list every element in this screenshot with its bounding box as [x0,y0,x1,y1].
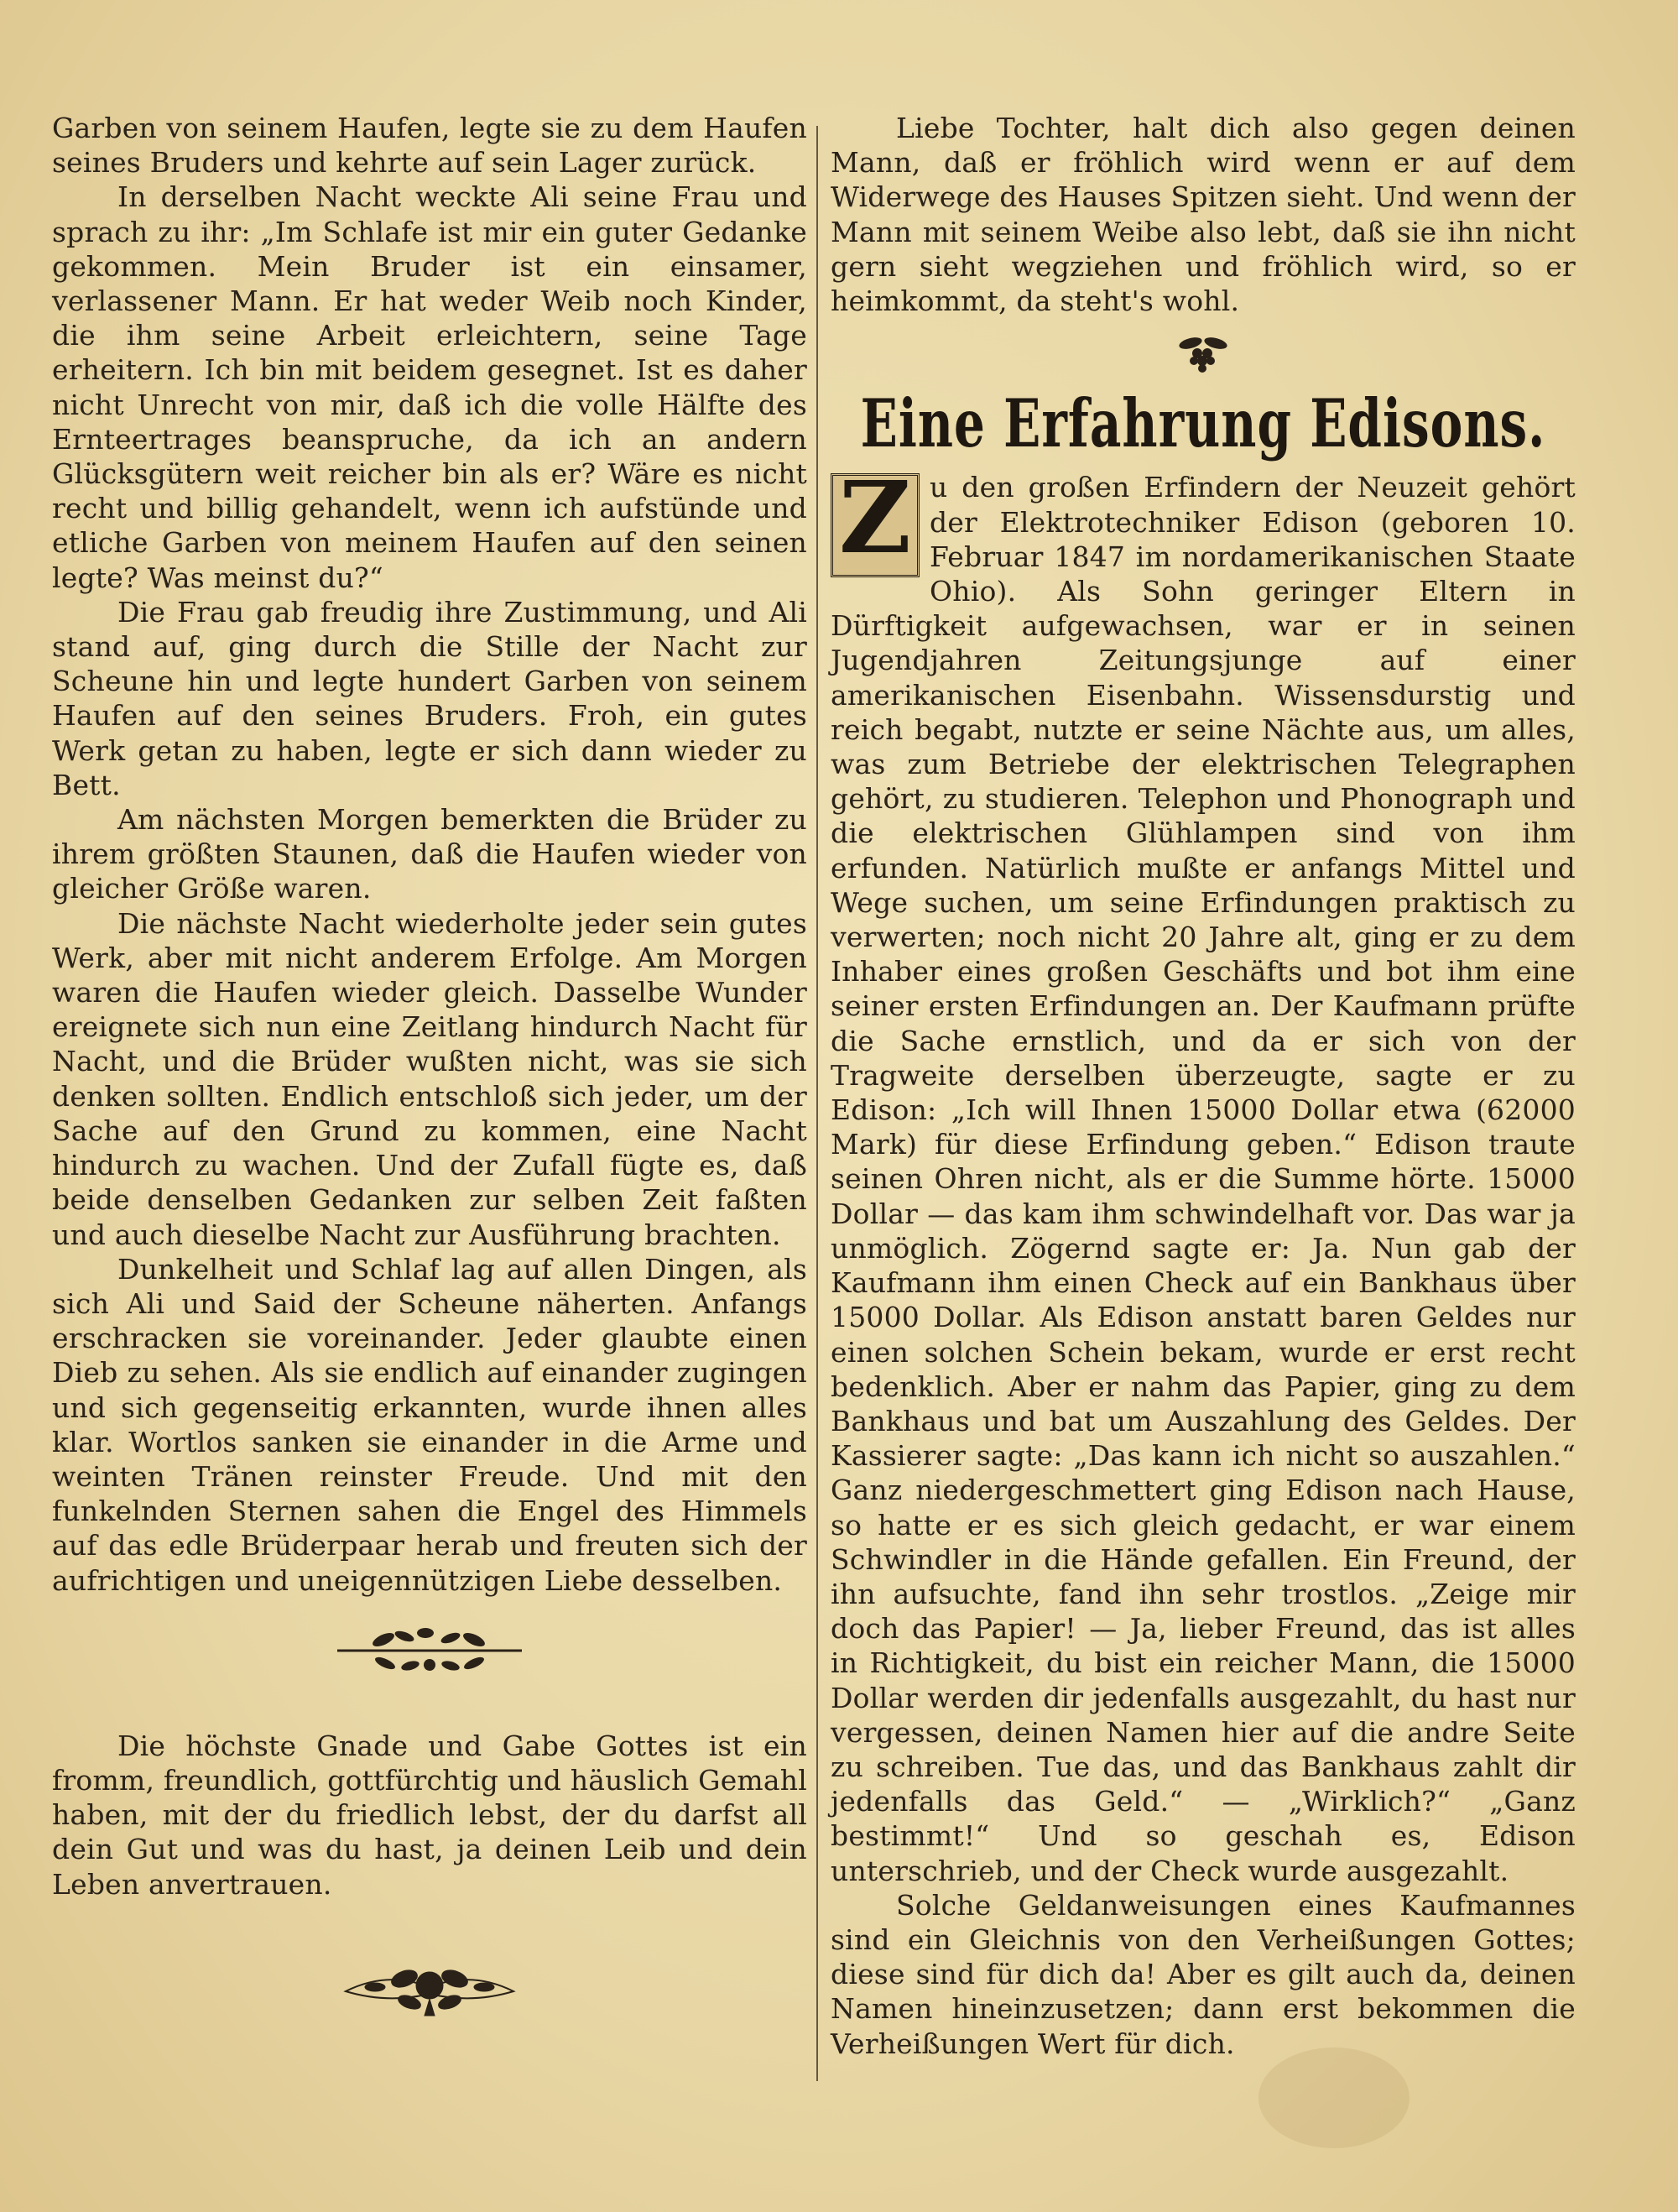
paragraph: Garben von seinem Haufen, legte sie zu dem Haufen seines Bruders und kehrte auf sein Lager zurück. [52,112,807,180]
paragraph: Solche Geldanweisungen eines Kaufmannes sind ein Gleichnis von den Verheißungen Gottes; diese sind für dich da! Aber es gilt auch da, deinen Namen hineinzusetzen; dann erst bekommen die Verheißungen Wert für dich. [831,1888,1576,2060]
paragraph: Am nächsten Morgen bemerkten die Brüder zu ihrem größten Staunen, daß die Haufen wieder von gleicher Größe waren. [52,803,807,905]
right-column [831,111,1576,2061]
paragraph: Liebe Tochter, halt dich also gegen deinen Mann, daß er fröhlich wird wenn er auf dem Widerwege des Hauses Spitzen sieht. Und wenn der Mann mit seinem Weibe also lebt, daß sie ihn nicht gern sieht wegziehen und fröhlich wird, so er heimkommt, da steht's wohl. [831,112,1576,318]
left-column [52,111,807,2021]
drop-cap: Z [831,473,920,577]
paragraph: Die nächste Nacht wiederholte jeder sein gutes Werk, aber mit nicht anderem Erfolge. Am Morgen waren die Haufen wieder gleich. Dasselbe Wunder ereignete sich nun eine Zeitlang hindurch Nacht für Nacht, und die Brüder wußten nicht, was sie sich denken sollten. Endlich entschloß sich jeder, um der Sache auf den Grund zu kommen, eine Nacht hindurch zu wachen. Und der Zufall fügte es, daß beide denselben Gedanken zur selben Zeit faßten und auch dieselbe Nacht zur Ausführung brachten. [52,906,807,1251]
article-title: Eine Erfahrung Edisons. [860,385,1546,462]
column-divider [816,126,818,2081]
paragraph-text: u den großen Erfindern der Neuzeit gehört der Elektrotechniker Edison (geboren 10. Februar 1847 im nordamerikanischen Staate Ohio). Als Sohn geringer Eltern in Dürftigkeit aufgewachsen, war er in seinen Jugendjahren Zeitungsjunge auf einer amerikanischen Eisenbahn. Wissensdurstig und reich begabt, nutzte er seine Nächte aus, um alles, was zum Betriebe der elektrischen Telegraphen gehört, zu studieren. Telephon und Phonograph und die elektrischen Glühlampen sind von ihm erfunden. Natürlich mußte er anfangs Mittel und Wege suchen, um seine Erfindungen praktisch zu verwerten; noch nicht 20 Jahre alt, ging er zu dem Inhaber eines großen Geschäfts und bot ihm eine seiner ersten Erfindungen an. Der Kaufmann prüfte die Sache ernstlich, und da er sich von der Tragweite derselben überzeugte, sagte er zu Edison: „Ich will Ihnen 15000 Dollar etwa (62000 Mark) für diese Erfindung geben.“ Edison traute seinen Ohren nicht, als er die Summe hörte. 15000 Dollar — das kam ihm schwindelhaft vor. Das war ja unmöglich. Zögernd sagte er: Ja. Nun gab der Kaufmann ihm einen Check auf ein Bankhaus über 15000 Dollar. Als Edison anstatt baren Geldes nur einen solchen Schein bekam, wurde er erst recht bedenklich. Aber er nahm das Papier, ging zu dem Bankhaus und bat um Auszahlung des Geldes. Der Kassierer sagte: „Das kann ich nicht so auszahlen.“ Ganz niedergeschmettert ging Edison nach Hause, so hatte er es sich gleich gedacht, er war einem Schwindler in die Hände gefallen. Ein Freund, der ihn aufsuchte, fand ihn sehr trostlos. „Zeige mir doch das Papier! — Ja, lieber Freund, das ist alles in Richtigkeit, du bist ein reicher Mann, die 15000 Dollar werden dir jedenfalls ausgezahlt, du hast nur vergessen, deinen Namen hier auf die andre Seite zu schreiben. Tue das, und das Bankhaus zahlt dir jedenfalls das Geld.“ — „Wirklich?“ „Ganz bestimmt!“ Und so geschah es, Edison unterschrieb, und der Check wurde ausgezahlt. [831,471,1576,1887]
paper-stain [1258,2048,1410,2148]
floral-ornament [337,1954,522,2021]
paragraph: In derselben Nacht weckte Ali seine Frau und sprach zu ihr: „Im Schlafe ist mir ein guter Gedanke gekommen. Mein Bruder ist ein einsamer, verlassener Mann. Er hat weder Weib noch Kinder, die ihm seine Arbeit erleichtern, seine Tage erheitern. Ich bin mit beidem gesegnet. Ist es daher nicht Unrecht von mir, daß ich die volle Hälfte des Ernteertrages beanspruche, da ich an andern Glücksgütern weit reicher bin als er? Wäre es nicht recht und billig gehandelt, wenn ich aufstünde und etliche Garben von meinem Haufen auf den seinen legte? Was meinst du?“ [52,180,807,594]
paragraph: Dunkelheit und Schlaf lag auf allen Dingen, als sich Ali und Said der Scheune näherten. Anfangs erschracken sie voreinander. Jeder glaubte einen Dieb zu sehen. Als sie endlich auf einander zugingen und sich gegenseitig erkannten, wurde ihnen alles klar. Wortlos sanken sie einander in die Arme und weinten Tränen reinster Freude. Und mit den funkelnden Sternen sahen die Engel des Himmels auf das edle Brüderpaar herab und freuten sich der aufrichtigen und uneigennützigen Liebe desselben. [52,1252,807,1597]
vine-ornament [333,1621,526,1680]
paragraph: Die Frau gab freudig ihre Zustimmung, und Ali stand auf, ging durch die Stille der Nacht zur Scheune hin und legte hundert Garben von seinem Haufen auf den seines Bruders. Froh, ein gutes Werk getan zu haben, legte er sich dann wieder zu Bett. [52,595,807,801]
paragraph: Die höchste Gnade und Gabe Gottes ist ein fromm, freundlich, gottfürchtig und häuslich Gemahl haben, mit der du friedlich lebst, der du darfst all dein Gut und was du hast, ja deinen Leib und dein Leben anvertrauen. [52,1729,807,1901]
paragraph [831,459,1576,1887]
grape-ornament [1174,335,1232,373]
